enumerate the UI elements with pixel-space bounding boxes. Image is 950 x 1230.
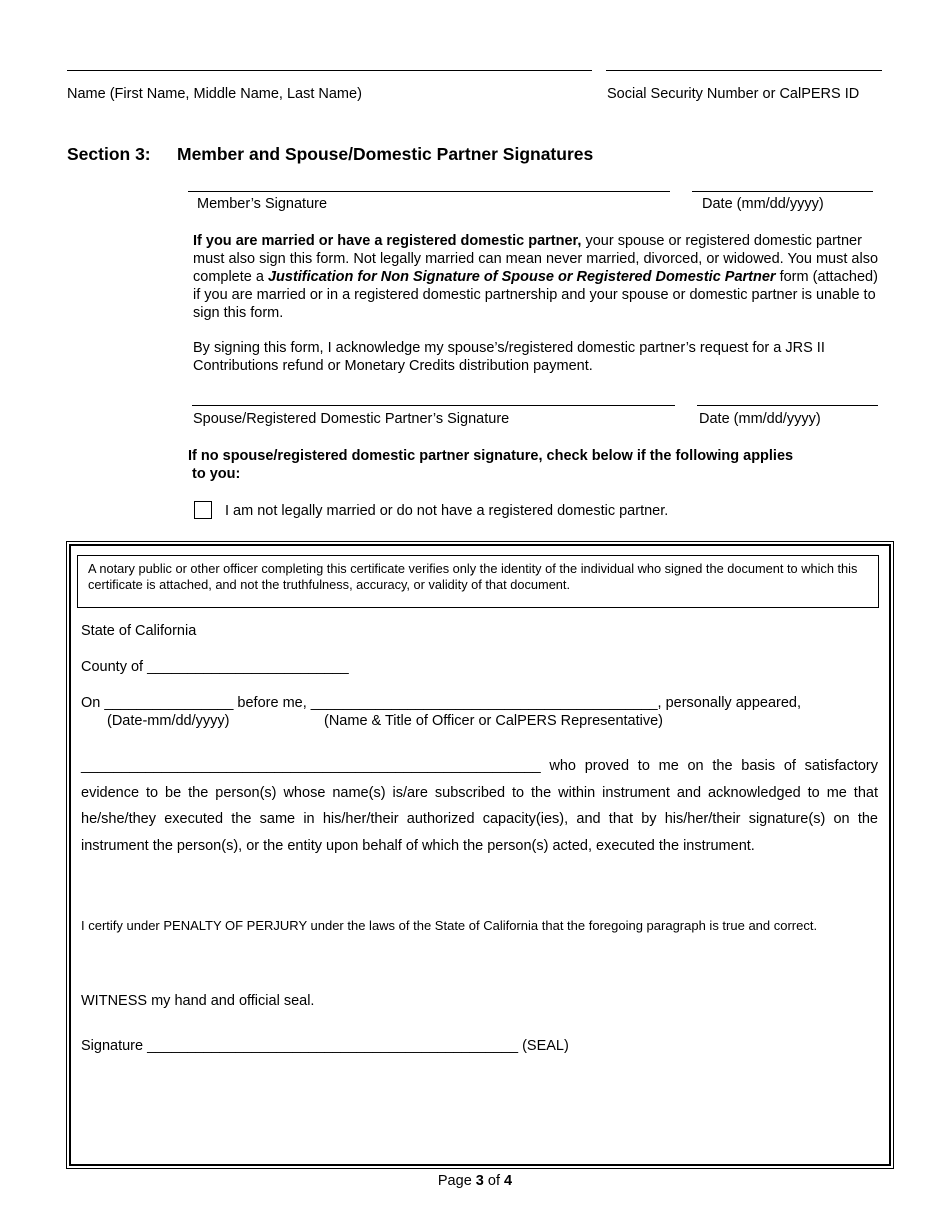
section-heading: Member and Spouse/Domestic Partner Signatures (177, 144, 594, 164)
name-label: Name (First Name, Middle Name, Last Name) (67, 86, 362, 102)
acknowledge-paragraph: By signing this form, I acknowledge my spouse’s/registered domestic partner’s request for a JRS II Contributions refund or Monetary Credits distribution payment. (193, 340, 825, 374)
spouse-requirement-text2: form (attached) if you are married or in a registered domestic partnership and your spouse or domestic partner is unable to sign this form. (193, 269, 878, 321)
no-signature-heading-line2: to you: (192, 466, 241, 482)
spouse-signature-label: Spouse/Registered Domestic Partner’s Signature (193, 411, 510, 427)
not-married-checkbox[interactable] (194, 501, 212, 519)
spouse-signature-line[interactable] (192, 405, 675, 406)
witness-text: WITNESS my hand and official seal. (81, 993, 315, 1009)
page-word: Page (437, 1173, 472, 1189)
before-me-line[interactable]: On ________________ before me, ___________________________________________, personally appeared, (81, 695, 802, 711)
ssn-label: Social Security Number or CalPERS ID (607, 86, 860, 102)
section-number: Section 3: (67, 144, 151, 164)
page-total: 4 (504, 1173, 513, 1189)
officer-hint: (Name & Title of Officer or CalPERS Representative) (324, 713, 663, 729)
state-label: State of California (81, 623, 197, 639)
notary-notice: A notary public or other officer completing this certificate verifies only the identity of the individual who signed the document to which this certificate is attached, and not the truthfulness, accuracy, or validity of that document. (77, 555, 879, 608)
of-word: of (487, 1173, 500, 1189)
no-signature-heading (188, 447, 793, 483)
ssn-line[interactable] (606, 70, 882, 71)
no-signature-heading-line1: If no spouse/registered domestic partner signature, check below if the following applies (188, 448, 794, 464)
spouse-requirement-paragraph (193, 232, 883, 322)
name-line[interactable] (67, 70, 592, 71)
member-date-label: Date (mm/dd/yyyy) (702, 196, 824, 212)
section-title (67, 144, 593, 165)
county-field[interactable]: County of _________________________ (81, 659, 349, 675)
not-married-label: I am not legally married or do not have a registered domestic partner. (225, 503, 669, 519)
spouse-requirement-lead: If you are married or have a registered domestic partner, (193, 233, 582, 249)
spouse-requirement-text1: your spouse or registered domestic partner must also sign this form. Not legally married can mean never married, divorced, or widowed. You must also complete a (193, 233, 879, 285)
spouse-date-line[interactable] (697, 405, 878, 406)
notary-signature-line[interactable]: Signature ______________________________________________ (SEAL) (81, 1038, 569, 1054)
perjury-certification: I certify under PENALTY OF PERJURY under the laws of the State of California that the foregoing paragraph is true and correct. (81, 918, 818, 933)
spouse-date-label: Date (mm/dd/yyyy) (699, 411, 821, 427)
page-footer (0, 1173, 950, 1189)
member-signature-line[interactable] (188, 191, 670, 192)
proved-paragraph: _________________________________________________________ who proved to me on the basis of satisfactory evidence to be the person(s) whose name(s) is/are subscribed to the within instrument and acknowledged to me that he/she/they executed the same in his/her/their authorized capacity(ies), and that by his/her/their signature(s) on the instrument the person(s), or the entity upon behalf of which the person(s) acted, executed the instrument. (81, 758, 878, 854)
date-hint: (Date-mm/dd/yyyy) (107, 713, 230, 729)
member-signature-label: Member’s Signature (197, 196, 328, 212)
page-current: 3 (475, 1173, 484, 1189)
justification-form-name: Justification for Non Signature of Spouse or Registered Domestic Partner (267, 269, 776, 285)
member-date-line[interactable] (692, 191, 873, 192)
